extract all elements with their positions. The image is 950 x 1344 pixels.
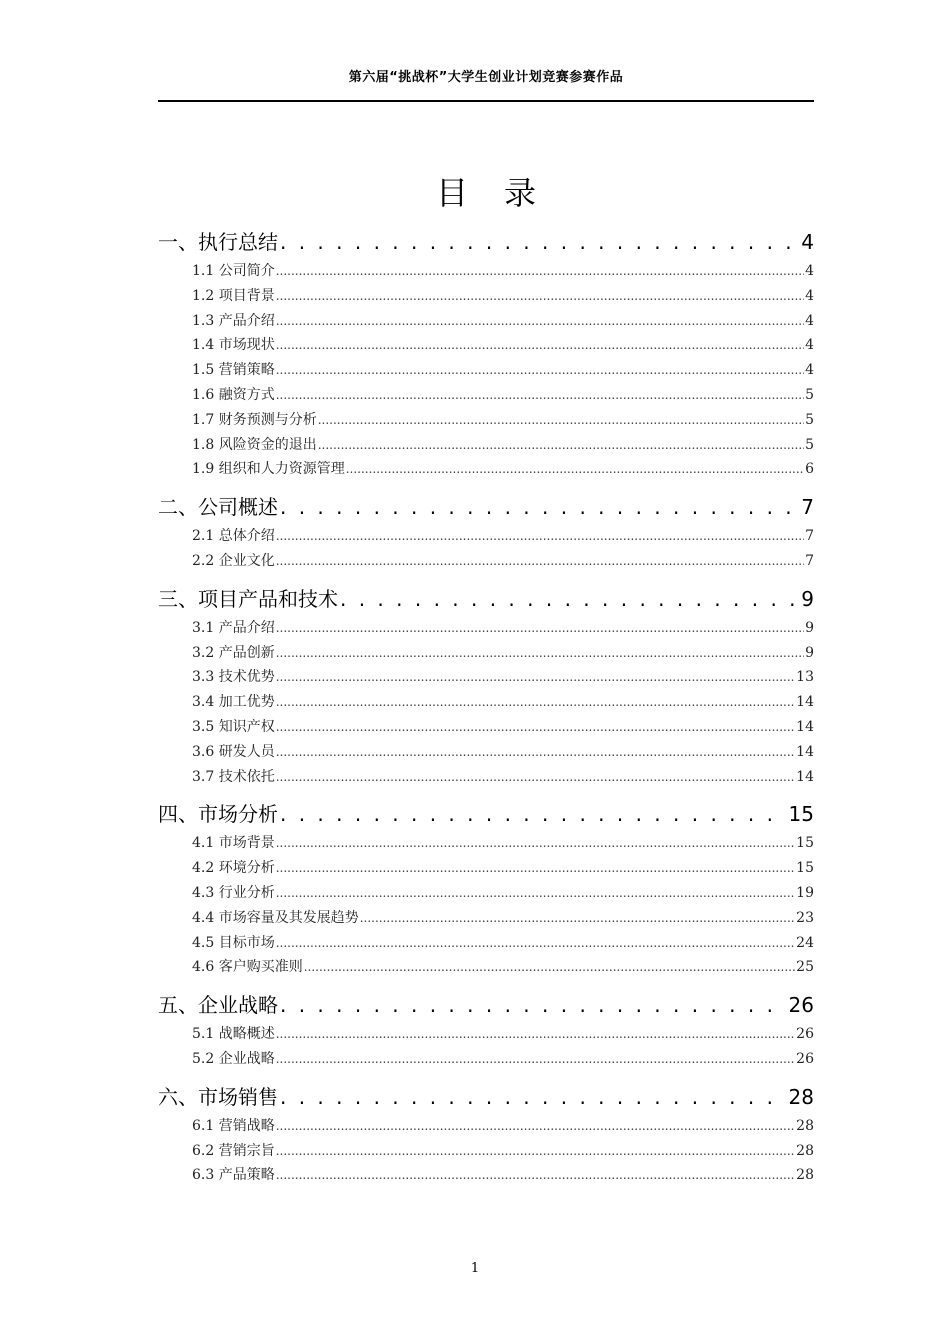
toc-section-label: 2.2 企业文化 <box>192 552 275 569</box>
toc-section-page: 15 <box>796 835 814 852</box>
dot-leader <box>276 314 804 328</box>
toc-section-label: 1.1 公司简介 <box>192 263 275 279</box>
toc-section-page: 14 <box>796 694 814 711</box>
dot-leader <box>276 886 795 900</box>
toc-section-page: 9 <box>805 619 814 636</box>
toc-section-label: 3.1 产品介绍 <box>192 619 275 636</box>
dot-leader <box>276 363 804 377</box>
toc-chapter-page: 9 <box>801 586 814 611</box>
dot-leader <box>276 836 795 850</box>
dot-leader <box>318 438 804 452</box>
dot-leader <box>276 861 795 875</box>
toc-section-page: 4 <box>805 263 814 279</box>
toc-section-label: 3.4 加工优势 <box>192 694 275 711</box>
dot-leader <box>276 646 804 660</box>
toc-section-entry[interactable] <box>158 260 814 285</box>
toc-section-page: 24 <box>796 934 814 951</box>
dot-leader <box>276 554 804 568</box>
toc-section-label: 3.5 知识产权 <box>192 718 275 735</box>
dot-leader <box>304 960 795 974</box>
toc-section-entry[interactable] <box>158 691 814 716</box>
toc-section-label: 5.1 战略概述 <box>192 1026 275 1043</box>
dot-leader <box>276 936 795 950</box>
toc-section-page: 26 <box>796 1026 814 1043</box>
page-number: 1 <box>470 1261 480 1276</box>
toc-section-entry[interactable] <box>158 1048 814 1073</box>
toc-section-entry[interactable] <box>158 832 814 857</box>
toc-section-list <box>158 613 814 795</box>
toc-chapter-label: 六、市场销售 <box>158 1084 278 1109</box>
toc-section-label: 3.2 产品创新 <box>192 644 275 661</box>
toc-chapter-page: 28 <box>788 1084 814 1109</box>
toc-section-entry[interactable] <box>158 434 814 459</box>
toc-section-label: 1.3 产品介绍 <box>192 312 275 329</box>
toc-section-page: 28 <box>796 1117 814 1134</box>
toc-section-page: 25 <box>796 959 814 976</box>
toc-section-page: 4 <box>805 312 814 329</box>
dot-leader <box>276 770 795 784</box>
toc-chapter-entry[interactable] <box>158 226 814 256</box>
table-of-contents <box>158 226 814 1193</box>
toc-section-label: 1.5 营销策略 <box>192 362 275 379</box>
toc-section-entry[interactable] <box>158 666 814 691</box>
dot-leader <box>280 495 799 519</box>
toc-section-page: 23 <box>796 909 814 926</box>
toc-section-entry[interactable] <box>158 310 814 335</box>
toc-section-entry[interactable] <box>158 907 814 932</box>
toc-chapter-page: 7 <box>801 495 814 520</box>
toc-section-list <box>158 256 814 487</box>
toc-chapter-entry[interactable] <box>158 583 814 613</box>
dot-leader <box>276 1119 795 1133</box>
toc-section-entry[interactable] <box>158 525 814 550</box>
toc-section-page: 15 <box>796 860 814 877</box>
toc-section-label: 2.1 总体介绍 <box>192 528 275 545</box>
toc-section-label: 3.7 技术依托 <box>192 768 275 785</box>
toc-section-label: 4.2 环境分析 <box>192 860 275 877</box>
toc-section-entry[interactable] <box>158 1164 814 1189</box>
toc-section-label: 1.4 市场现状 <box>192 337 275 354</box>
toc-section-entry[interactable] <box>158 882 814 907</box>
toc-section-page: 5 <box>805 411 814 428</box>
toc-chapter-label: 二、公司概述 <box>158 495 278 520</box>
toc-section-label: 1.7 财务预测与分析 <box>192 411 317 428</box>
header-rule <box>158 100 814 102</box>
toc-section-page: 7 <box>805 552 814 569</box>
dot-leader <box>360 911 795 925</box>
toc-section-page: 6 <box>805 461 814 478</box>
toc-section-entry[interactable] <box>158 617 814 642</box>
toc-section-page: 7 <box>805 528 814 545</box>
dot-leader <box>280 1085 787 1109</box>
toc-section-entry[interactable] <box>158 550 814 575</box>
toc-chapter-page: 4 <box>801 230 814 254</box>
dot-leader <box>280 993 787 1017</box>
toc-section-page: 5 <box>805 436 814 453</box>
toc-section-entry[interactable] <box>158 409 814 434</box>
dot-leader <box>276 1168 795 1182</box>
toc-section-entry[interactable] <box>158 384 814 409</box>
toc-section-entry[interactable] <box>158 857 814 882</box>
toc-section-entry[interactable] <box>158 1140 814 1165</box>
dot-leader <box>276 720 795 734</box>
toc-title: 目录 <box>435 174 572 212</box>
toc-section-page: 19 <box>796 884 814 901</box>
toc-section-label: 1.2 项目背景 <box>192 287 275 304</box>
dot-leader <box>276 670 795 684</box>
toc-section-entry[interactable] <box>158 956 814 981</box>
toc-section-page: 26 <box>796 1050 814 1067</box>
dot-leader <box>340 587 799 611</box>
dot-leader <box>276 1027 795 1041</box>
toc-section-label: 1.6 融资方式 <box>192 386 275 403</box>
toc-chapter-page: 26 <box>788 993 814 1018</box>
toc-section-entry[interactable] <box>158 716 814 741</box>
dot-leader <box>318 413 804 427</box>
toc-section-page: 14 <box>796 743 814 760</box>
toc-section-page: 13 <box>796 669 814 686</box>
toc-chapter-page: 15 <box>788 802 814 827</box>
toc-section-label: 1.9 组织和人力资源管理 <box>192 461 345 478</box>
toc-section-label: 4.1 市场背景 <box>192 835 275 852</box>
dot-leader <box>346 462 804 476</box>
toc-section-entry[interactable] <box>158 1115 814 1140</box>
toc-section-label: 6.3 产品策略 <box>192 1167 275 1184</box>
toc-section-entry[interactable] <box>158 334 814 359</box>
toc-section-label: 3.6 研发人员 <box>192 743 275 760</box>
toc-section-label: 4.4 市场容量及其发展趋势 <box>192 909 359 926</box>
toc-section-label: 6.1 营销战略 <box>192 1117 275 1134</box>
toc-section-page: 14 <box>796 768 814 785</box>
dot-leader <box>276 1144 795 1158</box>
toc-chapter-label: 四、市场分析 <box>158 802 278 827</box>
dot-leader <box>276 264 804 278</box>
dot-leader <box>276 1052 795 1066</box>
toc-section-page: 9 <box>805 644 814 661</box>
toc-section-page: 5 <box>805 386 814 403</box>
dot-leader <box>276 338 804 352</box>
toc-chapter-label: 一、执行总结 <box>158 230 278 254</box>
toc-section-label: 6.2 营销宗旨 <box>192 1142 275 1159</box>
toc-section-page: 14 <box>796 718 814 735</box>
dot-leader <box>280 230 799 254</box>
toc-section-label: 4.5 目标市场 <box>192 934 275 951</box>
toc-section-list <box>158 521 814 579</box>
toc-chapter-entry[interactable] <box>158 491 814 521</box>
dot-leader <box>276 289 804 303</box>
running-header: 第六届“挑战杯”大学生创业计划竞赛参赛作品 <box>348 70 624 85</box>
toc-section-entry[interactable] <box>158 1023 814 1048</box>
toc-section-entry[interactable] <box>158 741 814 766</box>
toc-chapter-label: 三、项目产品和技术 <box>158 586 338 611</box>
toc-section-page: 28 <box>796 1142 814 1159</box>
dot-leader <box>276 621 804 635</box>
toc-section-list <box>158 1019 814 1077</box>
toc-section-list <box>158 828 814 985</box>
toc-section-entry[interactable] <box>158 458 814 483</box>
toc-section-label: 5.2 企业战略 <box>192 1050 275 1067</box>
toc-section-entry[interactable] <box>158 766 814 791</box>
toc-section-label: 4.3 行业分析 <box>192 884 275 901</box>
toc-section-page: 28 <box>796 1167 814 1184</box>
dot-leader <box>276 745 795 759</box>
toc-section-label: 1.8 风险资金的退出 <box>192 436 317 453</box>
toc-chapter-entry[interactable] <box>158 989 814 1019</box>
toc-chapter-entry[interactable] <box>158 1081 814 1111</box>
toc-section-list <box>158 1111 814 1193</box>
dot-leader <box>276 695 795 709</box>
dot-leader <box>280 802 787 826</box>
toc-chapter-entry[interactable] <box>158 798 814 828</box>
toc-section-entry[interactable] <box>158 642 814 667</box>
toc-section-label: 3.3 技术优势 <box>192 669 275 686</box>
toc-section-entry[interactable] <box>158 359 814 384</box>
toc-section-entry[interactable] <box>158 285 814 310</box>
toc-section-page: 4 <box>805 287 814 304</box>
dot-leader <box>276 388 804 402</box>
toc-section-page: 4 <box>805 362 814 379</box>
dot-leader <box>276 529 804 543</box>
toc-chapter-label: 五、企业战略 <box>158 993 278 1018</box>
toc-section-label: 4.6 客户购买准则 <box>192 959 303 976</box>
toc-section-page: 4 <box>805 337 814 354</box>
toc-section-entry[interactable] <box>158 932 814 957</box>
